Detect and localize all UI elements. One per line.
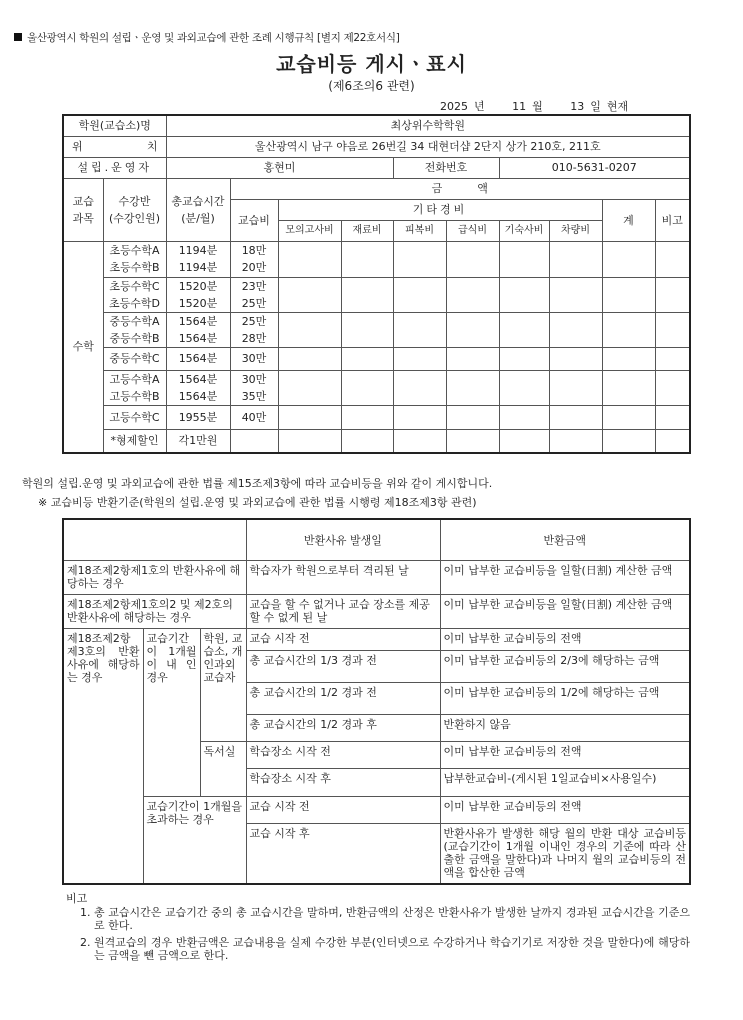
uniform-fee	[393, 370, 446, 405]
total-hours: 1520분 1520분	[166, 277, 230, 312]
dorm-fee	[499, 429, 549, 453]
note	[655, 429, 690, 453]
tuition-fee: 40만	[230, 405, 278, 429]
academy-name: 최상위수학학원	[166, 115, 690, 136]
hours-header: 총교습시간 (분/월)	[166, 178, 230, 241]
refund-academy-type: 학원, 교습소, 개인과외 교습자	[200, 629, 246, 742]
dorm-fee	[499, 370, 549, 405]
note	[655, 347, 690, 370]
form-reference: 울산광역시 학원의 설립ㆍ운영 및 과외교습에 관한 조례 시행규칙 [별지 제22호서식]	[14, 30, 400, 45]
remark-item: 2. 원격교습의 경우 반환금액은 교습내용을 실제 수강한 부분(인터넷으로 수강하거나 학습기기로 저장한 것을 말한다)에 해당하는 금액을 뺀 금액으로 한다.	[80, 936, 690, 962]
class-name: 고등수학A 고등수학B	[103, 370, 166, 405]
meal-fee	[446, 405, 499, 429]
class-name: 초등수학C 초등수학D	[103, 277, 166, 312]
date-line: 2025 년 11 월 13 일 현재	[440, 100, 629, 113]
mock-exam-fee	[278, 405, 341, 429]
refund-date: 교습 시작 전	[246, 797, 440, 824]
refund-amount: 이미 납부한 교습비등의 1/2에 해당하는 금액	[440, 683, 690, 715]
class-row	[63, 312, 690, 347]
refund-date-header: 반환사유 발생일	[246, 519, 440, 561]
total-fee	[602, 347, 655, 370]
square-bullet-icon	[14, 33, 22, 41]
total-hours: 1564분	[166, 347, 230, 370]
row-academy-name	[63, 115, 690, 136]
total-fee	[602, 405, 655, 429]
material-fee	[341, 312, 393, 347]
meal-fee	[446, 347, 499, 370]
vehicle-fee	[549, 241, 602, 277]
total-fee	[602, 277, 655, 312]
vehicle-fee	[549, 277, 602, 312]
uniform-fee	[393, 241, 446, 277]
class-name: *형제할인	[103, 429, 166, 453]
location-label: 위 치	[63, 136, 166, 157]
location: 울산광역시 남구 야음로 26번길 34 대현더샵 2단지 상가 210호, 211호	[166, 136, 690, 157]
vehicle-fee	[549, 405, 602, 429]
fee-table	[62, 114, 691, 454]
total-fee	[602, 370, 655, 405]
material-fee	[341, 241, 393, 277]
founder: 홍현미	[166, 157, 393, 178]
row-founder	[63, 157, 690, 178]
mock-exam-fee	[278, 429, 341, 453]
amount-header: 금 액	[230, 178, 690, 199]
refund-date: 교습 시작 전	[246, 629, 440, 651]
academy-name-label: 학원(교습소)명	[63, 115, 166, 136]
class-name: 초등수학A 초등수학B	[103, 241, 166, 277]
class-name: 고등수학C	[103, 405, 166, 429]
refund-row	[63, 561, 690, 595]
discount-value: 각1만원	[166, 429, 230, 453]
refund-header-blank	[63, 519, 246, 561]
dorm-fee	[499, 277, 549, 312]
tuition-fee: 30만	[230, 347, 278, 370]
subject-header: 교습 과목	[63, 178, 103, 241]
refund-period-over: 교습기간이 1개월을 초과하는 경우	[143, 797, 246, 884]
uniform-fee	[393, 429, 446, 453]
tuition-fee: 30만 35만	[230, 370, 278, 405]
fee-body	[63, 241, 690, 453]
material-fee-header: 재료비	[341, 220, 393, 241]
class-name: 중등수학C	[103, 347, 166, 370]
refund-date: 총 교습시간의 1/3 경과 전	[246, 651, 440, 683]
class-row	[63, 405, 690, 429]
refund-amount: 이미 납부한 교습비등을 일할(日割) 계산한 금액	[440, 561, 690, 595]
remarks-title: 비고	[66, 892, 88, 905]
date-day: 13	[570, 100, 585, 113]
material-fee	[341, 429, 393, 453]
material-fee	[341, 370, 393, 405]
page-title: 교습비등 게시ㆍ표시	[276, 52, 467, 76]
refund-case: 제18조제2항제1호의 반환사유에 해당하는 경우	[63, 561, 246, 595]
founder-label: 설립.운영자	[63, 157, 166, 178]
refund-amount: 이미 납부한 교습비등의 전액	[440, 742, 690, 769]
dorm-fee	[499, 347, 549, 370]
phone: 010-5631-0207	[499, 157, 690, 178]
refund-table	[62, 518, 691, 885]
vehicle-fee	[549, 312, 602, 347]
refund-amount: 반환하지 않음	[440, 715, 690, 742]
mock-exam-fee	[278, 370, 341, 405]
dorm-fee	[499, 241, 549, 277]
refund-amount: 이미 납부한 교습비등의 전액	[440, 797, 690, 824]
total-hours: 1564분 1564분	[166, 312, 230, 347]
mock-exam-fee	[278, 277, 341, 312]
tuition-fee: 23만 25만	[230, 277, 278, 312]
tuition-fee: 25만 28만	[230, 312, 278, 347]
meal-fee	[446, 370, 499, 405]
refund-date: 교습 시작 후	[246, 824, 440, 884]
refund-date: 교습을 할 수 없거나 교습 장소를 제공할 수 없게 된 날	[246, 595, 440, 629]
meal-fee	[446, 241, 499, 277]
meal-fee	[446, 312, 499, 347]
note	[655, 312, 690, 347]
class-row	[63, 429, 690, 453]
refund-header-row	[63, 519, 690, 561]
note	[655, 370, 690, 405]
meal-fee-header: 급식비	[446, 220, 499, 241]
header-row-1	[63, 178, 690, 199]
refund-amount-header: 반환금액	[440, 519, 690, 561]
mock-exam-fee-header: 모의고사비	[278, 220, 341, 241]
class-header: 수강반 (수강인원)	[103, 178, 166, 241]
uniform-fee	[393, 312, 446, 347]
uniform-fee-header: 피복비	[393, 220, 446, 241]
refund-amount: 반환사유가 발생한 해당 월의 반환 대상 교습비등(교습기간이 1개월 이내인 경우의 기준에 따라 산출한 금액을 말한다)과 나머지 월의 교습비등의 전액을 합산한 금액	[440, 824, 690, 884]
refund-date: 총 교습시간의 1/2 경과 전	[246, 683, 440, 715]
note	[655, 405, 690, 429]
phone-label: 전화번호	[393, 157, 499, 178]
row-location	[63, 136, 690, 157]
total-hours: 1194분 1194분	[166, 241, 230, 277]
refund-date: 학습장소 시작 전	[246, 742, 440, 769]
refund-date: 총 교습시간의 1/2 경과 후	[246, 715, 440, 742]
total-fee	[602, 241, 655, 277]
other-expenses-header: 기타경비	[278, 199, 602, 220]
posting-notice: 학원의 설립.운영 및 과외교습에 관한 법률 제15조제3항에 따라 교습비등을 위와 같이 게시합니다.	[22, 477, 493, 490]
class-name: 중등수학A 중등수학B	[103, 312, 166, 347]
refund-reading-room: 독서실	[200, 742, 246, 797]
refund-row	[63, 595, 690, 629]
dorm-fee	[499, 405, 549, 429]
tuition-header: 교습비	[230, 199, 278, 241]
refund-amount: 납부한교습비-(게시된 1일교습비×사용일수)	[440, 769, 690, 797]
refund-row	[63, 797, 690, 824]
refund-amount: 이미 납부한 교습비등을 일할(日割) 계산한 금액	[440, 595, 690, 629]
page-subtitle: (제6조의6 관련)	[328, 79, 415, 93]
total-header: 계	[602, 199, 655, 241]
total-hours: 1955분	[166, 405, 230, 429]
vehicle-fee	[549, 347, 602, 370]
tuition-fee: 18만 20만	[230, 241, 278, 277]
vehicle-fee-header: 차량비	[549, 220, 602, 241]
class-row	[63, 277, 690, 312]
date-year: 2025	[440, 100, 468, 113]
vehicle-fee	[549, 370, 602, 405]
refund-date: 학습장소 시작 후	[246, 769, 440, 797]
tuition-fee	[230, 429, 278, 453]
mock-exam-fee	[278, 312, 341, 347]
uniform-fee	[393, 405, 446, 429]
refund-row	[63, 629, 690, 651]
total-hours: 1564분 1564분	[166, 370, 230, 405]
uniform-fee	[393, 347, 446, 370]
refund-case: 제18조제2항제1호의2 및 제2호의 반환사유에 해당하는 경우	[63, 595, 246, 629]
dorm-fee-header: 기숙사비	[499, 220, 549, 241]
material-fee	[341, 277, 393, 312]
meal-fee	[446, 277, 499, 312]
refund-period-within: 교습기간이 1개월 이 내 인 경우	[143, 629, 200, 797]
dorm-fee	[499, 312, 549, 347]
date-month: 11	[512, 100, 527, 113]
note-header: 비고	[655, 199, 690, 241]
refund-case: 제18조제2항제3호의 반환사유에 해당하는 경우	[63, 629, 143, 884]
refund-amount: 이미 납부한 교습비등의 2/3에 해당하는 금액	[440, 651, 690, 683]
total-fee	[602, 312, 655, 347]
material-fee	[341, 347, 393, 370]
class-row	[63, 241, 690, 277]
vehicle-fee	[549, 429, 602, 453]
material-fee	[341, 405, 393, 429]
mock-exam-fee	[278, 347, 341, 370]
meal-fee	[446, 429, 499, 453]
uniform-fee	[393, 277, 446, 312]
refund-basis-notice: ※ 교습비등 반환기준(학원의 설립.운영 및 과외교습에 관한 법률 시행령 제18조제3항 관련)	[38, 496, 477, 509]
remark-item: 1. 총 교습시간은 교습기간 중의 총 교습시간을 말하며, 반환금액의 산정은 반환사유가 발생한 날까지 경과된 교습시간을 기준으로 한다.	[80, 906, 690, 932]
refund-amount: 이미 납부한 교습비등의 전액	[440, 629, 690, 651]
class-row	[63, 370, 690, 405]
note	[655, 277, 690, 312]
mock-exam-fee	[278, 241, 341, 277]
class-row	[63, 347, 690, 370]
total-fee	[602, 429, 655, 453]
note	[655, 241, 690, 277]
subject-cell: 수학	[63, 241, 103, 453]
refund-date: 학습자가 학원으로부터 격리된 날	[246, 561, 440, 595]
